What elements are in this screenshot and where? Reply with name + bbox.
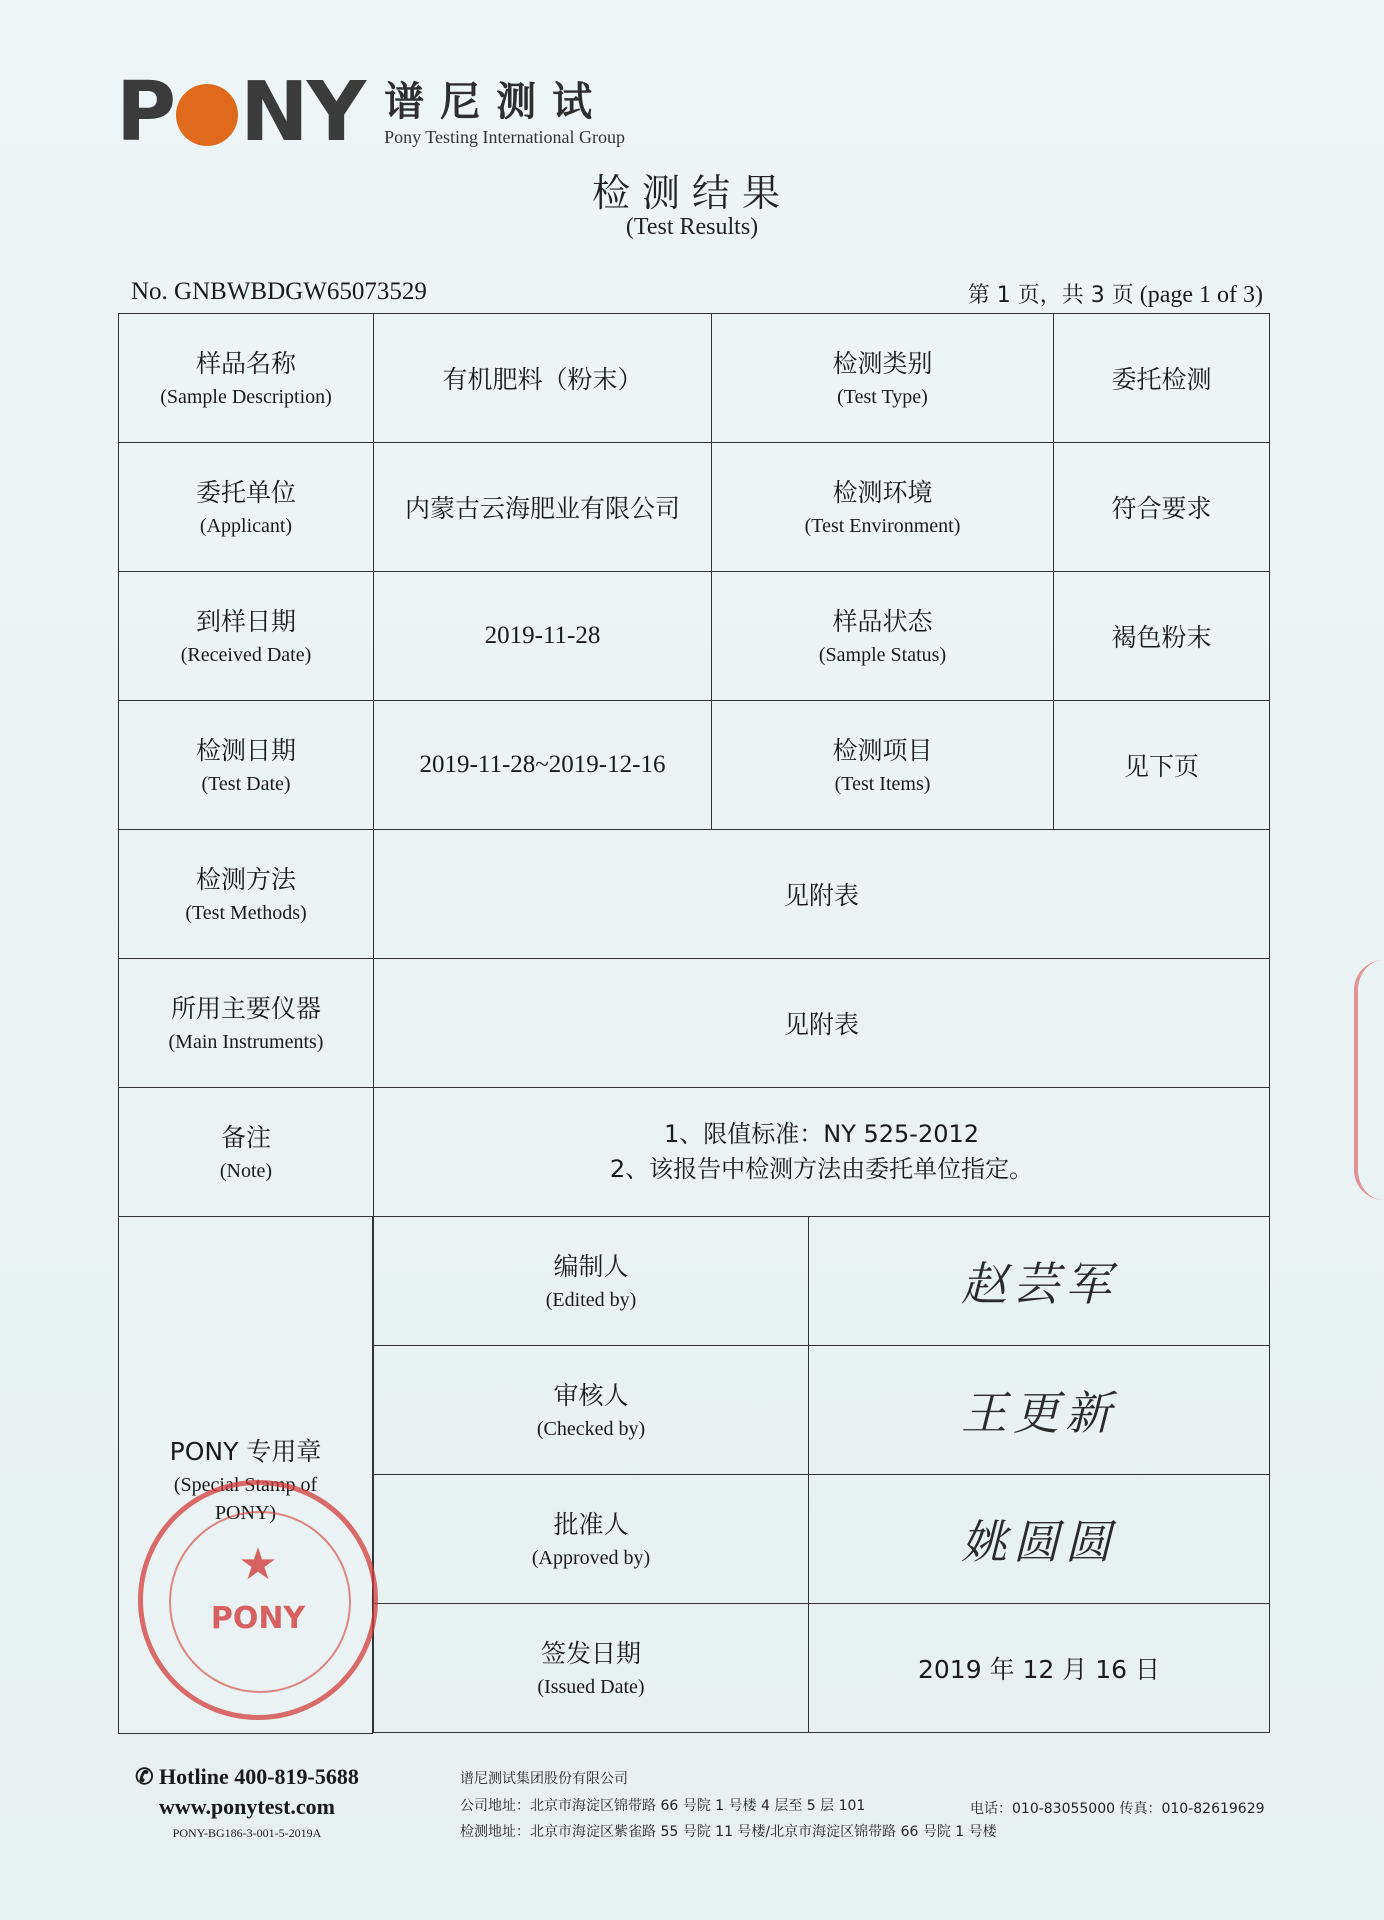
sample-status-label: 样品状态 (Sample Status): [712, 572, 1054, 701]
seal-star-icon: ★: [238, 1540, 278, 1589]
footer-phone: 电话：010-83055000 传真：010-82619629: [970, 1801, 1265, 1817]
edge-stamp-mark: [1354, 960, 1384, 1200]
table-row: [119, 443, 1270, 572]
table-row: [374, 1475, 1270, 1604]
signoff-table: [373, 1216, 1270, 1733]
sample-desc-label: 样品名称 (Sample Description): [119, 314, 374, 443]
table-row: [119, 572, 1270, 701]
phone-icon: ✆: [135, 1764, 160, 1789]
note-value: [374, 1088, 1270, 1217]
received-date-label: 到样日期 (Received Date): [119, 572, 374, 701]
test-items-value: 见下页: [1054, 701, 1270, 830]
stamp-label-en: (Special Stamp of PONY): [173, 1473, 318, 1524]
applicant-value: 内蒙古云海肥业有限公司: [374, 443, 712, 572]
report-number: No. GNBWBDGW65073529: [131, 278, 427, 305]
test-date-label: 检测日期 (Test Date): [119, 701, 374, 830]
table-row: [119, 314, 1270, 443]
sample-status-value: 褐色粉末: [1054, 572, 1270, 701]
footer-hotline: ✆ Hotline 400-819-5688: [135, 1764, 359, 1789]
footer-company-name: 谱尼测试集团股份有限公司: [460, 1771, 628, 1787]
edited-by-signature: 赵芸军: [809, 1217, 1270, 1346]
instruments-label: 所用主要仪器 (Main Instruments): [119, 959, 374, 1088]
test-type-value: 委托检测: [1054, 314, 1270, 443]
issued-date-label: 签发日期 (Issued Date): [374, 1604, 809, 1733]
test-env-value: 符合要求: [1054, 443, 1270, 572]
footer-website: www.ponytest.com: [159, 1794, 335, 1819]
table-row: [374, 1217, 1270, 1346]
results-table: [118, 313, 1270, 1217]
test-methods-label: 检测方法 (Test Methods): [119, 830, 374, 959]
instruments-value: 见附表: [374, 959, 1270, 1088]
note-line-2: 2、该报告中检测方法由委托单位指定。: [609, 1155, 1034, 1183]
logo-letters-ny: NY: [240, 65, 365, 160]
logo-english-name: Pony Testing International Group: [384, 127, 625, 147]
sample-desc-value: 有机肥料（粉末）: [374, 314, 712, 443]
test-env-label: 检测环境 (Test Environment): [712, 443, 1054, 572]
test-type-label: 检测类别 (Test Type): [712, 314, 1054, 443]
checked-by-signature: 王更新: [809, 1346, 1270, 1475]
issued-date-value: 2019 年 12 月 16 日: [809, 1604, 1270, 1733]
edited-by-label: 编制人 (Edited by): [374, 1217, 809, 1346]
pony-logo: [116, 65, 625, 160]
footer-address: 公司地址：北京市海淀区锦带路 66 号院 1 号楼 4 层至 5 层 101: [460, 1797, 866, 1814]
logo-letter-p: P: [116, 65, 175, 160]
page-info-en: (page 1 of 3): [1139, 282, 1263, 308]
table-row: [119, 1088, 1270, 1217]
footer-contact: [122, 1764, 372, 1841]
approved-by-signature: 姚圆圆: [809, 1475, 1270, 1604]
logo-wordmark: [116, 65, 365, 160]
received-date-value: 2019-11-28: [374, 572, 712, 701]
report-title-en: (Test Results): [625, 214, 759, 240]
applicant-label: 委托单位 (Applicant): [119, 443, 374, 572]
seal-text: PONY: [210, 1601, 306, 1636]
test-methods-value: 见附表: [374, 830, 1270, 959]
footer-lab-address: 检测地址：北京市海淀区紫雀路 55 号院 11 号楼/北京市海淀区锦带路 66 号院 1 号楼: [460, 1824, 997, 1841]
note-line-1: 1、限值标准：NY 525-2012: [663, 1120, 980, 1149]
table-row: [374, 1346, 1270, 1475]
table-row: [119, 959, 1270, 1088]
footer-company-info: [460, 1766, 1265, 1846]
company-seal: [138, 1480, 378, 1720]
logo-orange-circle: [176, 84, 238, 146]
page-info: [968, 278, 1263, 309]
checked-by-label: 审核人 (Checked by): [374, 1346, 809, 1475]
page-info-cn: 第 1 页，共 3 页: [967, 283, 1134, 308]
stamp-label-cn: PONY 专用章: [169, 1437, 322, 1466]
test-date-value: 2019-11-28~2019-12-16: [374, 701, 712, 830]
table-row: [374, 1604, 1270, 1733]
note-label: 备注 (Note): [119, 1088, 374, 1217]
approved-by-label: 批准人 (Approved by): [374, 1475, 809, 1604]
test-items-label: 检测项目 (Test Items): [712, 701, 1054, 830]
table-row: [119, 701, 1270, 830]
logo-chinese-name: 谱尼测试: [384, 79, 609, 125]
table-row: [119, 830, 1270, 959]
footer-form-number: PONY-BG186-3-001-5-2019A: [172, 1826, 322, 1840]
report-title-cn: 检测结果: [591, 171, 792, 215]
